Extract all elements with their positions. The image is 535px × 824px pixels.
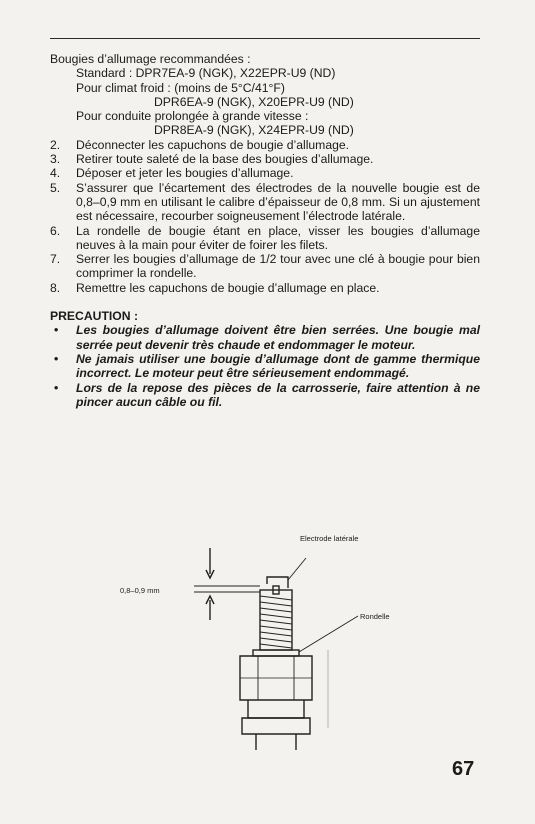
caution-title: PRECAUTION : — [50, 309, 139, 324]
recommended-plugs-title: Bougies d’allumage recommandées : — [50, 52, 251, 66]
step-number: 6. — [50, 223, 61, 238]
step-number: 8. — [50, 280, 61, 295]
high-speed-label: Pour conduite prolongée à grande vitesse : — [76, 109, 309, 124]
caution-bullet — [50, 352, 480, 381]
step-5 — [50, 181, 480, 224]
step-number: 5. — [50, 180, 61, 195]
step-text: Serrer les bougies d’allumage de 1/2 tour avec une clé à bougie pour bien comprimer la rondelle. — [76, 252, 480, 281]
caution-bullet — [50, 323, 480, 352]
cold-climate-plugs: DPR6EA-9 (NGK), X20EPR-U9 (ND) — [154, 94, 354, 109]
washer-label: Rondelle — [360, 612, 390, 621]
page-number: 67 — [452, 758, 475, 780]
step-text: Retirer toute saleté de la base des bougies d’allumage. — [76, 152, 374, 167]
step-6 — [50, 224, 480, 253]
step-number: 3. — [50, 152, 61, 167]
step-text: Remettre les capuchons de bougie d’allumage en place. — [76, 280, 380, 295]
high-speed-plugs: DPR8EA-9 (NGK), X24EPR-U9 (ND) — [154, 123, 354, 138]
bullet-icon: • — [54, 323, 59, 338]
bullet-icon: • — [54, 380, 59, 395]
step-2 — [50, 138, 480, 152]
step-7 — [50, 252, 480, 281]
standard-plugs: Standard : DPR7EA-9 (NGK), X22EPR-U9 (ND) — [76, 66, 336, 81]
step-number: 2. — [50, 137, 61, 152]
step-text: S’assurer que l’écartement des électrodes de la nouvelle bougie est de 0,8–0,9 mm en utilisant le calibre d’épaisseur de 0,8 mm. Si un ajustement est nécessaire, recourber soigneusement l’électrode latérale. — [76, 180, 480, 224]
step-text: Déconnecter les capuchons de bougie d’allumage. — [76, 137, 350, 152]
spark-plug-illustration — [110, 528, 440, 758]
spark-plug-figure — [110, 528, 440, 758]
step-text: La rondelle de bougie étant en place, visser les bougies d’allumage neuves à la main pour éviter de foirer les filets. — [76, 223, 480, 252]
step-4 — [50, 166, 480, 180]
caution-text: Lors de la repose des pièces de la carrosserie, faire attention à ne pincer aucun câble ou fil. — [76, 380, 480, 409]
electrode-label: Electrode latérale — [300, 534, 359, 543]
step-text: Déposer et jeter les bougies d’allumage. — [76, 166, 294, 181]
step-number: 7. — [50, 252, 61, 267]
page-body — [50, 52, 480, 409]
cold-climate-label: Pour climat froid : (moins de 5°C/41°F) — [76, 80, 285, 95]
caution-text: Les bougies d’allumage doivent être bien serrées. Une bougie mal serrée peut devenir très chaude et endommager le moteur. — [76, 323, 480, 352]
top-rule — [50, 38, 480, 39]
step-8 — [50, 281, 480, 295]
bullet-icon: • — [54, 351, 59, 366]
step-3 — [50, 152, 480, 166]
gap-label: 0,8–0,9 mm — [120, 586, 160, 595]
caution-text: Ne jamais utiliser une bougie d’allumage dont de gamme thermique incorrect. Le moteur peut être sérieusement endommagé. — [76, 351, 480, 381]
step-number: 4. — [50, 166, 61, 181]
caution-bullet — [50, 381, 480, 410]
